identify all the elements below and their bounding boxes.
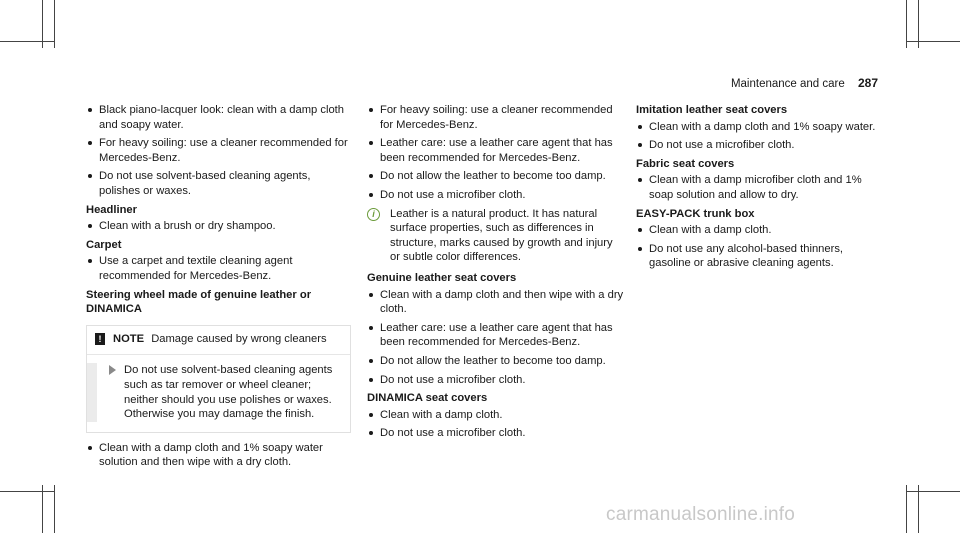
warning-icon: !: [95, 333, 105, 345]
page-number: 287: [857, 76, 878, 90]
section-heading: EASY-PACK trunk box: [636, 207, 755, 220]
bullet-list: [367, 408, 625, 441]
list-item: Do not use any alcohol-based thinners, gasoline or abrasive cleaning agents.: [636, 242, 886, 271]
section-heading: Steering wheel made of genuine leather or DINAMICA: [86, 288, 312, 316]
crop-mark: [54, 485, 55, 533]
section-heading: Genuine leather seat covers: [367, 271, 517, 284]
crop-mark: [918, 485, 919, 533]
info-icon: i: [367, 208, 380, 221]
list-item: Clean with a damp microfiber cloth and 1% soap solution and allow to dry.: [636, 173, 886, 202]
list-item: For heavy soiling: use a cleaner recommended for Mercedes-Benz.: [367, 103, 625, 132]
list-item: Do not use a microfiber cloth.: [636, 138, 886, 153]
list-item: Clean with a brush or dry shampoo.: [86, 219, 351, 234]
list-item: Do not allow the leather to become too damp.: [367, 169, 625, 184]
note-text: Damage caused by wrong cleaners: [151, 332, 327, 345]
section-heading: Headliner: [86, 203, 137, 216]
list-item: Clean with a damp cloth.: [636, 223, 886, 238]
bullet-list: [86, 254, 351, 283]
page-header: [731, 76, 878, 92]
list-item: Do not use a microfiber cloth.: [367, 188, 625, 203]
column-2: [367, 103, 625, 445]
bullet-list: [367, 103, 625, 203]
bullet-list: [636, 173, 886, 202]
note-title: NOTE: [113, 332, 145, 345]
crop-mark: [906, 41, 960, 42]
list-item: Clean with a damp cloth.: [367, 408, 625, 423]
watermark: carmanualsonline.info: [606, 504, 796, 525]
list-item: Do not use a microfiber cloth.: [367, 426, 625, 441]
arrow-right-icon: [109, 365, 116, 375]
column-3: [636, 103, 886, 275]
crop-mark: [42, 485, 43, 533]
list-item: Do not allow the leather to become too damp.: [367, 354, 625, 369]
bullet-list: [636, 120, 886, 153]
section-heading: DINAMICA seat covers: [367, 392, 488, 405]
section-heading: Imitation leather seat covers: [636, 104, 788, 116]
section-heading: Carpet: [86, 238, 122, 251]
list-item: Black piano-lacquer look: clean with a damp cloth and soapy water.: [86, 103, 351, 132]
list-item: Use a carpet and textile cleaning agent recommended for Mercedes-Benz.: [86, 254, 351, 283]
list-item: For heavy soiling: use a cleaner recommended for Mercedes-Benz.: [86, 136, 351, 165]
crop-mark: [54, 0, 55, 48]
crop-mark: [0, 491, 54, 492]
note-bar: [87, 363, 97, 421]
crop-mark: [906, 485, 907, 533]
bullet-list: [86, 219, 351, 234]
list-item: Clean with a damp cloth and 1% soapy water.: [636, 120, 886, 135]
section-title: Maintenance and care: [730, 78, 845, 90]
list-item: Leather care: use a leather care agent that has been recommended for Mercedes-Benz.: [367, 321, 625, 350]
list-item: Leather care: use a leather care agent that has been recommended for Mercedes-Benz.: [367, 136, 625, 165]
crop-mark: [0, 41, 54, 42]
list-item: Clean with a damp cloth and then wipe with a dry cloth.: [367, 288, 625, 317]
crop-mark: [906, 491, 960, 492]
bullet-list: [86, 103, 351, 199]
column-1: [86, 103, 351, 474]
bullet-list: [367, 288, 625, 388]
bullet-list: [86, 441, 351, 470]
info-note: [367, 207, 625, 265]
info-text: Leather is a natural product. It has natural surface properties, such as differences in structure, marks caused by growth and injury or subtle color differences.: [390, 207, 613, 264]
note-body: [87, 355, 350, 431]
list-item: Do not use a microfiber cloth.: [367, 373, 625, 388]
bullet-list: [636, 223, 886, 271]
note-box: [86, 325, 351, 433]
section-heading: Fabric seat covers: [636, 157, 735, 170]
list-item: Do not use solvent-based cleaning agents, polishes or waxes.: [86, 169, 351, 198]
note-body-text: Do not use solvent-based cleaning agents such as tar remover or wheel cleaner; neither should you use polishes or waxes. Otherwise you may damage the finish.: [124, 364, 333, 421]
note-header: [87, 326, 350, 356]
list-item: Clean with a damp cloth and 1% soapy water solution and then wipe with a dry cloth.: [86, 441, 351, 470]
